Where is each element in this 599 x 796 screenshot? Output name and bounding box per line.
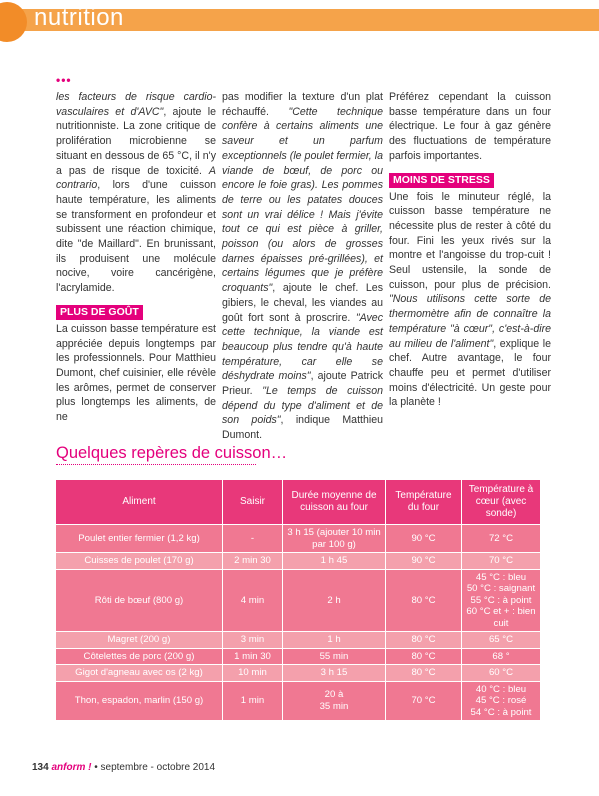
- cell-sear: 3 min: [223, 632, 283, 649]
- cell-oven-temp: 80 °C: [386, 632, 462, 649]
- cell-food: Poulet entier fermier (1,2 kg): [56, 525, 223, 553]
- cell-sear: 10 min: [223, 665, 283, 682]
- cell-oven-temp: 80 °C: [386, 569, 462, 632]
- magazine-name: anform !: [51, 762, 92, 773]
- cell-core-temp: 72 °C: [462, 525, 541, 553]
- table-row: [56, 525, 541, 553]
- paragraph: Une fois le minuteur réglé, la cuisson basse température ne nécessite plus de rester à côté du four. Fini les yeux rivés sur la montre et l'angoisse du trop-cuit ! Seul ustensile, la sonde de cuisson, pour plus de précision. "Nous utilisons cette sorte de thermomètre afin de connaître la température "à cœur", c'est-à-dire au milieu de l'aliment", explique le chef. Autre avantage, le four chauffe peu et permet d'utiliser moins d'électricité. Un geste pour la planète !: [389, 190, 551, 409]
- page-number: 134: [32, 762, 49, 773]
- column-header: Saisir: [223, 480, 283, 525]
- table-title: Quelques repères de cuisson…: [56, 444, 288, 462]
- cell-sear: 1 min 30: [223, 648, 283, 665]
- cell-oven-temp: 80 °C: [386, 648, 462, 665]
- section-header: [0, 0, 599, 42]
- paragraph: Préférez cependant la cuisson basse température dans un four électrique. Le four à gaz génère des fluctuations de température parfois importantes.: [389, 91, 551, 162]
- cell-duration: 1 h 45: [283, 553, 386, 570]
- cell-core-temp: 40 °C : bleu 45 °C : rosé 54 °C : à point: [462, 681, 541, 721]
- cell-food: Cuisses de poulet (170 g): [56, 553, 223, 570]
- title-underline: [56, 464, 256, 465]
- table-row: [56, 665, 541, 682]
- cell-food: Rôti de bœuf (800 g): [56, 569, 223, 632]
- column-header: Aliment: [56, 480, 223, 525]
- table-row: [56, 681, 541, 721]
- cell-oven-temp: 70 °C: [386, 681, 462, 721]
- subheading-moins-de-stress: MOINS DE STRESS: [389, 173, 494, 188]
- cell-oven-temp: 90 °C: [386, 553, 462, 570]
- cell-food: Gigot d'agneau avec os (2 kg): [56, 665, 223, 682]
- table-row: [56, 632, 541, 649]
- paragraph: les facteurs de risque cardio-vasculaires et d'AVC", ajoute le nutritionniste. La zone critique de prolifération microbienne se situant en dessous de 65 °C, il n'y a pas de risque de toxicité. A contrario, lors d'une cuisson haute température, les aliments se transforment en profondeur et subissent une réaction chimique, dite "de Maillard". En brunissant, ils produisent une molécule nocive, voire cancérigène, l'acrylamide.: [56, 91, 216, 295]
- cell-core-temp: 68 °: [462, 648, 541, 665]
- column-header: Durée moyenne de cuisson au four: [283, 480, 386, 525]
- cell-sear: -: [223, 525, 283, 553]
- article-column-3: [389, 90, 551, 410]
- cell-oven-temp: 80 °C: [386, 665, 462, 682]
- paragraph: pas modifier la texture d'un plat réchauffé. "Cette technique confère à certains aliments une saveur et un parfum exceptionnels (le poulet fermier, la viande de bœuf, de porc ou encore le foie gras). Les pommes de terre ou les patates douces sont un vrai délice ! Mais j'évite tout ce qui est pièce à griller, poisson (ou alors de grosses darnes épaisses pré-grillées), et certains légumes que je préfère croquants", ajoute le chef. Les gibiers, le cheval, les viandes au goût fort sont à proscrire. "Avec cette technique, la viande est beaucoup plus tendre qu'à haute température, car elle se déshydrate moins", ajoute Patrick Prieur. "Le temps de cuisson dépend du type d'aliment et de son poids", indique Matthieu Dumont.: [222, 91, 383, 442]
- article-column-2: [222, 90, 383, 443]
- table-row: [56, 648, 541, 665]
- page-footer: [32, 762, 215, 773]
- issue-date: • septembre - octobre 2014: [94, 762, 216, 773]
- cell-duration: 1 h: [283, 632, 386, 649]
- paragraph: La cuisson basse température est appréciée depuis longtemps par les professionnels. Pour Matthieu Dumont, chef cuisinier, elle révèle les arômes, permet de conserver plus longtemps les aliments, de ne: [56, 322, 216, 424]
- cell-duration: 2 h: [283, 569, 386, 632]
- cell-sear: 1 min: [223, 681, 283, 721]
- header-circle-icon: [0, 2, 27, 42]
- column-header: Température à cœur (avec sonde): [462, 480, 541, 525]
- column-header: Température du four: [386, 480, 462, 525]
- cell-duration: 3 h 15: [283, 665, 386, 682]
- table-header-row: [56, 480, 541, 525]
- cell-duration: 20 à 35 min: [283, 681, 386, 721]
- cell-core-temp: 45 °C : bleu 50 °C : saignant 55 °C : à point 60 °C et + : bien cuit: [462, 569, 541, 632]
- cell-duration: 55 min: [283, 648, 386, 665]
- table-row: [56, 553, 541, 570]
- table-row: [56, 569, 541, 632]
- section-title: nutrition: [34, 4, 124, 31]
- continuation-dots: •••: [56, 73, 72, 87]
- cell-duration: 3 h 15 (ajouter 10 min par 100 g): [283, 525, 386, 553]
- cell-food: Magret (200 g): [56, 632, 223, 649]
- article-column-1: [56, 90, 216, 425]
- cell-food: Thon, espadon, marlin (150 g): [56, 681, 223, 721]
- cell-sear: 2 min 30: [223, 553, 283, 570]
- cell-food: Côtelettes de porc (200 g): [56, 648, 223, 665]
- cooking-table: [55, 479, 541, 721]
- cell-core-temp: 65 °C: [462, 632, 541, 649]
- subheading-plus-de-gout: PLUS DE GOÛT: [56, 305, 143, 320]
- cell-sear: 4 min: [223, 569, 283, 632]
- cell-core-temp: 70 °C: [462, 553, 541, 570]
- cell-core-temp: 60 °C: [462, 665, 541, 682]
- cell-oven-temp: 90 °C: [386, 525, 462, 553]
